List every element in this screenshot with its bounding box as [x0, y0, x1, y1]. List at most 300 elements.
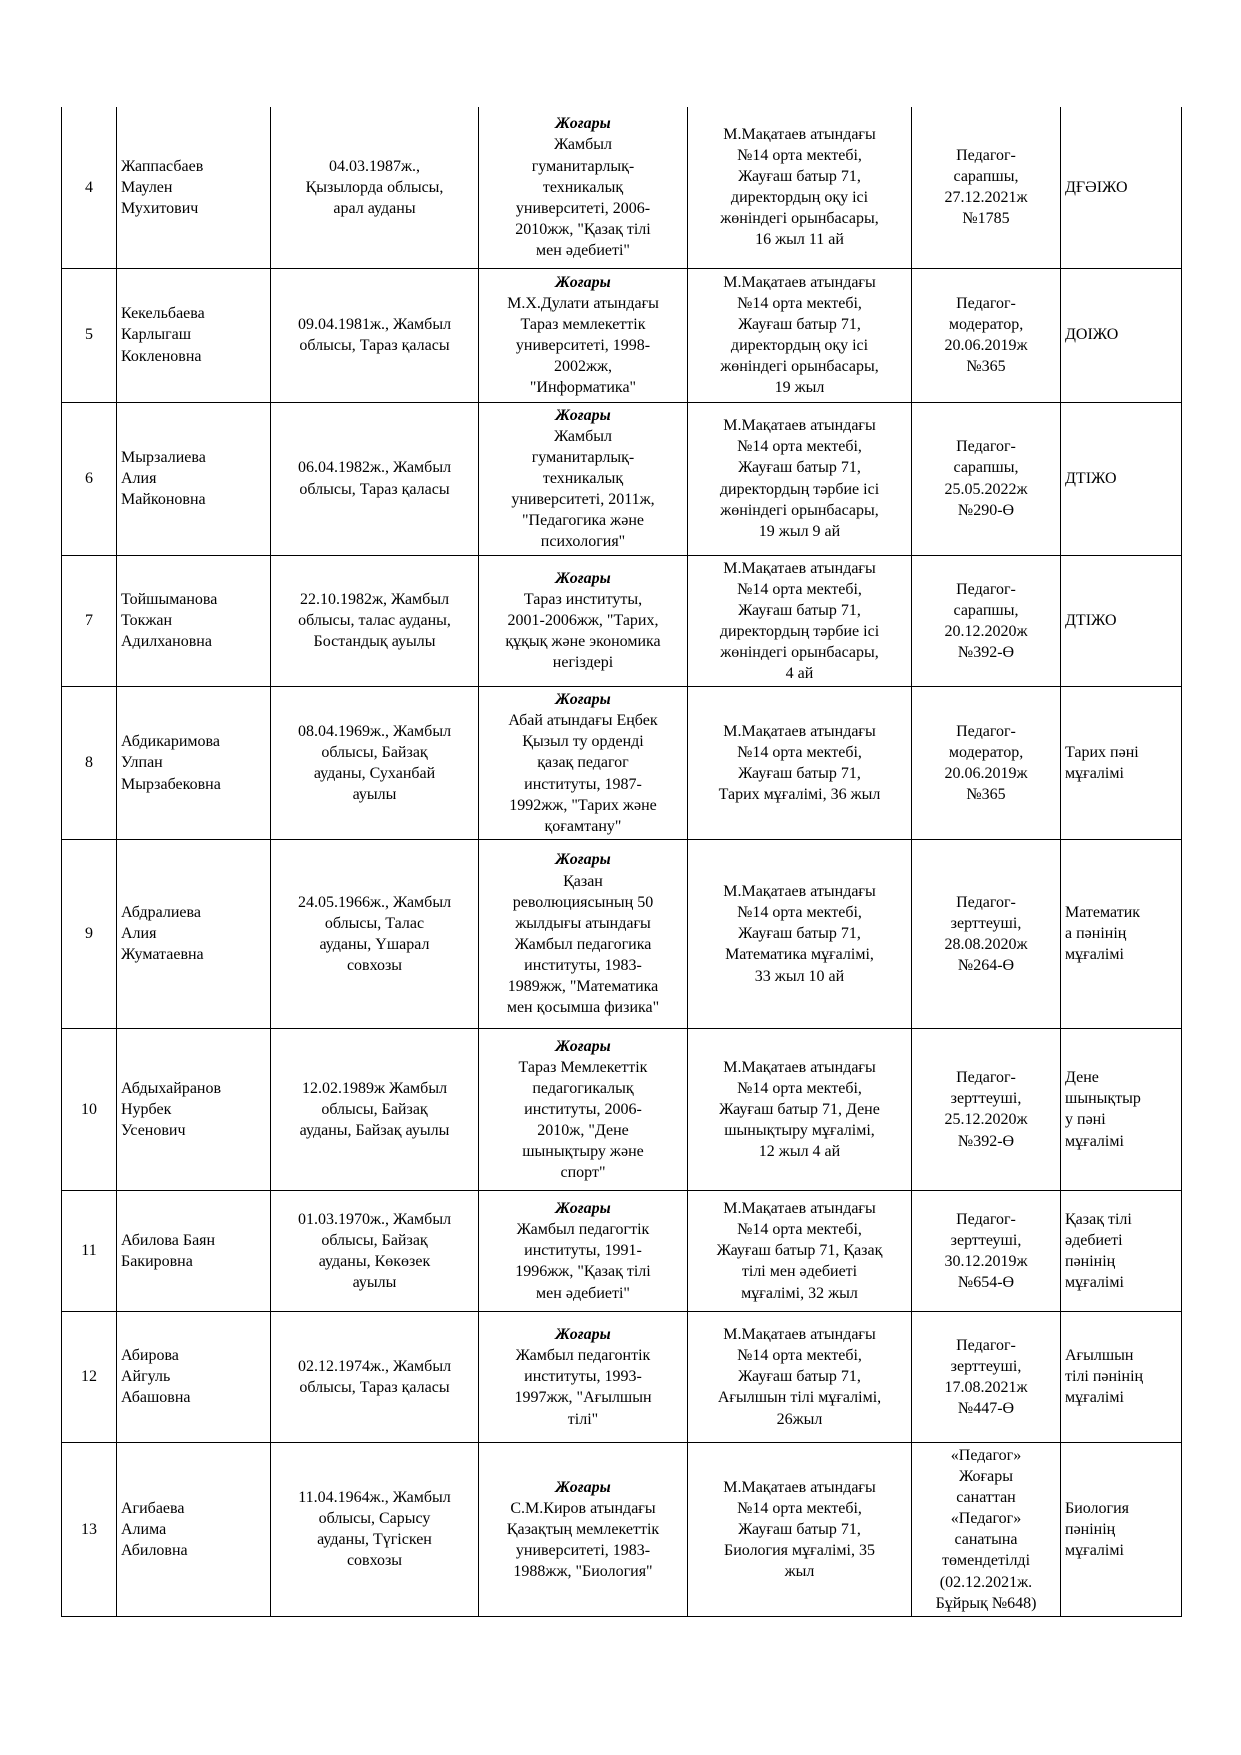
position-note-line: әдебиеті [1065, 1231, 1123, 1249]
education-line: мен қосымша физика" [506, 999, 660, 1017]
education-degree: Жоғары [555, 1037, 611, 1055]
workplace-line: 26жыл [776, 1410, 823, 1428]
position-note-line: ДҒӘІЖО [1065, 178, 1128, 196]
table-row [62, 1190, 1182, 1311]
birth-info [271, 107, 479, 268]
birth-info-line: 04.03.1987ж., [328, 157, 421, 175]
position-note-line: у пәні [1065, 1111, 1106, 1129]
table-row [62, 107, 1182, 268]
birth-info-line: ауданы, Түгіскен [317, 1531, 432, 1549]
birth-info-line: арал ауданы [333, 199, 416, 217]
education-line: тілі" [567, 1410, 599, 1428]
table-row [62, 1311, 1182, 1442]
birth-info [271, 1311, 479, 1442]
category-line: 20.12.2020ж [944, 622, 1028, 640]
full-name [117, 1442, 271, 1616]
category-line: «Педагог» [950, 1446, 1022, 1464]
education-line: 1997жж, "Ағылшын [514, 1389, 652, 1407]
education-line: Жамбыл педагонтік [515, 1347, 651, 1365]
category-line: Педагог- [956, 722, 1016, 740]
category-line: №392-Ө [957, 643, 1015, 661]
education-line: гуманитарлық- [531, 448, 635, 466]
birth-info-line: облысы, Байзақ [321, 1100, 428, 1118]
category-line: №264-Ө [957, 957, 1015, 975]
position-note-line: мұғалімі [1065, 1541, 1124, 1559]
education-line: институты, 2006- [524, 1100, 642, 1118]
education-line: мен әдебиеті" [536, 242, 630, 260]
full-name-line: Кекельбаева [121, 305, 205, 323]
birth-info-line: ауданы, Үшарал [319, 935, 430, 953]
category-line: 28.08.2020ж [944, 935, 1028, 953]
workplace-line: директордың оқу ісі [730, 189, 869, 207]
workplace-line: Биология мұғалімі, 35 [724, 1541, 875, 1559]
education-line: 1989жж, "Математика [507, 978, 659, 996]
birth-info-line: ауылы [352, 1274, 397, 1292]
full-name-line: Абирова [121, 1347, 179, 1365]
category [912, 1311, 1061, 1442]
category [912, 268, 1061, 402]
position-note [1061, 1190, 1182, 1311]
education-line: гуманитарлық- [531, 157, 635, 175]
birth-info-line: 24.05.1966ж., Жамбыл [297, 893, 452, 911]
category-line: №365 [966, 358, 1006, 376]
education [479, 555, 688, 687]
full-name-line: Мырзабековна [121, 775, 221, 793]
workplace [688, 687, 912, 840]
workplace-line: М.Мақатаев атындағы [723, 1200, 876, 1218]
birth-info-line: облысы, Байзақ [321, 743, 428, 761]
full-name [117, 839, 271, 1028]
education-line: техникалық [542, 469, 624, 487]
table-row [62, 555, 1182, 687]
row-number: 6 [62, 402, 117, 555]
full-name-line: Бакировна [121, 1252, 193, 1270]
education-degree: Жоғары [555, 851, 611, 869]
education-degree: Жоғары [555, 115, 611, 133]
position-note-line: ДОІЖО [1065, 326, 1119, 344]
position-note [1061, 107, 1182, 268]
category [912, 839, 1061, 1028]
workplace-line: №14 орта мектебі, [737, 1079, 862, 1097]
education-line: Жамбыл [553, 136, 613, 154]
category-line: Педагог- [956, 294, 1016, 312]
workplace-line: Тарих мұғалімі, 36 жыл [718, 786, 881, 804]
table-row [62, 839, 1182, 1028]
workplace-line: директордың тәрбие ісі [719, 622, 880, 640]
row-number: 13 [62, 1442, 117, 1616]
birth-info-line: ауылы [352, 786, 397, 804]
education-line: Қазан [563, 872, 603, 890]
full-name [117, 1190, 271, 1311]
birth-info-line: 22.10.1982ж, Жамбыл [299, 591, 450, 609]
category-line: №290-Ө [957, 501, 1015, 519]
workplace-line: М.Мақатаев атындағы [723, 1326, 876, 1344]
staff-table [61, 107, 1182, 1617]
category-line: зерттеуші, [950, 1357, 1022, 1375]
workplace-line: №14 орта мектебі, [737, 1347, 862, 1365]
category-line: санаттан [956, 1489, 1016, 1507]
row-number: 12 [62, 1311, 117, 1442]
table-body [62, 107, 1182, 1616]
education-degree: Жоғары [555, 406, 611, 424]
birth-info-line: Қызылорда облысы, [305, 178, 444, 196]
full-name [117, 555, 271, 687]
birth-info-line: 02.12.1974ж., Жамбыл [297, 1357, 452, 1375]
education-line: революциясының 50 [512, 893, 654, 911]
birth-info-line: облысы, Тараз қаласы [299, 1378, 450, 1396]
full-name [117, 687, 271, 840]
category-line: «Педагог» [950, 1510, 1022, 1528]
full-name-line: Абдикаримова [121, 733, 220, 751]
category-line: №447-Ө [957, 1400, 1015, 1418]
category-line: №1785 [962, 210, 1010, 228]
education [479, 1028, 688, 1190]
category-line: Жоғары [959, 1468, 1013, 1486]
category [912, 687, 1061, 840]
full-name [117, 402, 271, 555]
workplace [688, 1442, 912, 1616]
category-line: Педагог- [956, 893, 1016, 911]
education-line: спорт" [560, 1164, 606, 1182]
education-line: Тараз Мемлекеттік [518, 1058, 648, 1076]
full-name-line: Абдыхайранов [121, 1079, 222, 1097]
education-line: институты, 1983- [524, 957, 642, 975]
category-line: №654-Ө [957, 1274, 1015, 1292]
workplace-line: директордың тәрбие ісі [719, 480, 880, 498]
workplace-line: М.Мақатаев атындағы [723, 273, 876, 291]
workplace-line: мұғалімі, 32 жыл [741, 1284, 858, 1302]
workplace [688, 402, 912, 555]
table-row [62, 687, 1182, 840]
workplace-line: 12 жыл 4 ай [758, 1143, 841, 1161]
birth-info [271, 1442, 479, 1616]
education [479, 1190, 688, 1311]
education-line: Абай атындағы Еңбек [508, 712, 658, 730]
birth-info [271, 687, 479, 840]
full-name-line: Тойшыманова [121, 591, 218, 609]
workplace-line: №14 орта мектебі, [737, 147, 862, 165]
position-note [1061, 1311, 1182, 1442]
category-line: Педагог- [956, 1210, 1016, 1228]
education-line: Тараз мемлекеттік [520, 315, 646, 333]
education-line: 2010ж, "Дене [537, 1121, 629, 1139]
workplace-line: М.Мақатаев атындағы [723, 559, 876, 577]
education-line: институты, 1987- [524, 775, 642, 793]
education-line: негіздері [552, 654, 614, 672]
full-name [117, 107, 271, 268]
workplace-line: №14 орта мектебі, [737, 904, 862, 922]
full-name-line: Улпан [121, 754, 163, 772]
birth-info-line: облысы, Тараз қаласы [299, 480, 450, 498]
full-name-line: Абиловна [121, 1541, 188, 1559]
row-number: 4 [62, 107, 117, 268]
position-note [1061, 402, 1182, 555]
position-note-line: тілі пәнінің [1065, 1368, 1144, 1386]
birth-info-line: совхозы [346, 1552, 403, 1570]
full-name-line: Карлыгаш [121, 326, 192, 344]
birth-info-line: облысы, талас ауданы, [298, 612, 451, 630]
workplace [688, 555, 912, 687]
row-number: 9 [62, 839, 117, 1028]
birth-info [271, 839, 479, 1028]
workplace-line: М.Мақатаев атындағы [723, 883, 876, 901]
workplace-line: №14 орта мектебі, [737, 580, 862, 598]
education [479, 1442, 688, 1616]
education-line: Жамбыл педагогтік [516, 1221, 650, 1239]
birth-info-line: облысы, Талас [324, 914, 425, 932]
workplace [688, 1028, 912, 1190]
full-name-line: Алима [121, 1520, 167, 1538]
position-note-line: Биология [1065, 1499, 1130, 1517]
position-note-line: пәнінің [1065, 1252, 1116, 1270]
education-line: шынықтыру және [522, 1143, 644, 1161]
birth-info-line: облысы, Тараз қаласы [299, 337, 450, 354]
birth-info-line: Бостандық ауылы [313, 633, 436, 651]
birth-info-line: облысы, Байзақ [321, 1231, 428, 1249]
category-line: №365 [966, 786, 1006, 804]
workplace-line: М.Мақатаев атындағы [723, 1478, 876, 1496]
education [479, 268, 688, 402]
birth-info-line: ауданы, Суханбай [313, 765, 436, 783]
position-note-line: мұғалімі [1065, 1132, 1124, 1150]
education-line: университеті, 1998- [515, 337, 651, 354]
position-note-line: мұғалімі [1065, 765, 1124, 783]
category-line: 17.08.2021ж [944, 1378, 1028, 1396]
workplace-line: Жауғаш батыр 71, Қазақ [716, 1242, 883, 1260]
category [912, 402, 1061, 555]
category-line: сарапшы, [953, 601, 1019, 619]
row-number: 8 [62, 687, 117, 840]
category-line: зерттеуші, [950, 1090, 1022, 1108]
education-line: 1988жж, "Биология" [513, 1563, 653, 1581]
category-line: төмендетілді [941, 1552, 1031, 1570]
workplace-line: тілі мен әдебиеті [741, 1263, 858, 1281]
full-name-line: Жуматаевна [121, 946, 204, 964]
category-line: Педагог- [956, 1069, 1016, 1087]
birth-info-line: 11.04.1964ж., Жамбыл [298, 1489, 451, 1507]
workplace-line: Математика мұғалімі, [725, 946, 874, 964]
birth-info-line: 12.02.1989ж Жамбыл [301, 1079, 448, 1097]
position-note [1061, 1028, 1182, 1190]
workplace-line: Жауғаш батыр 71, [738, 925, 861, 943]
education-line: Қазақтың мемлекеттік [506, 1520, 660, 1538]
position-note [1061, 555, 1182, 687]
education-line: техникалық [542, 178, 624, 196]
workplace-line: 16 жыл 11 ай [755, 231, 844, 249]
full-name-line: Абдралиева [121, 904, 201, 922]
category-line: (02.12.2021ж. [939, 1573, 1033, 1591]
full-name-line: Мухитович [121, 199, 199, 217]
workplace-line: №14 орта мектебі, [737, 1221, 862, 1239]
education-line: жылдығы атындағы [515, 914, 651, 932]
education-line: Жамбыл [553, 427, 613, 445]
workplace-line: Жауғаш батыр 71, [738, 459, 861, 477]
birth-info-line: 01.03.1970ж., Жамбыл [297, 1210, 452, 1228]
position-note-line: Дене [1065, 1069, 1099, 1087]
position-note-line: мұғалімі [1065, 946, 1124, 964]
workplace-line: Жауғаш батыр 71, [738, 765, 861, 783]
category-line: 25.05.2022ж [944, 480, 1028, 498]
category-line: зерттеуші, [950, 914, 1022, 932]
full-name-line: Абашовна [121, 1389, 191, 1407]
category [912, 1028, 1061, 1190]
education-degree: Жоғары [555, 691, 611, 709]
education-line: 2010жж, "Қазақ тілі [515, 220, 651, 238]
workplace-line: Жауғаш батыр 71, [738, 1368, 861, 1386]
category-line: Педагог- [956, 438, 1016, 456]
category-line: санатына [954, 1531, 1018, 1549]
education-degree: Жоғары [555, 273, 611, 291]
education-degree: Жоғары [555, 570, 611, 588]
position-note [1061, 687, 1182, 840]
position-note-line: шынықтыр [1065, 1090, 1141, 1108]
education-line: университеті, 2006- [515, 199, 651, 217]
position-note [1061, 268, 1182, 402]
education [479, 402, 688, 555]
birth-info [271, 1028, 479, 1190]
education-line: Жамбыл педагогика [514, 935, 652, 953]
education-degree: Жоғары [555, 1200, 611, 1218]
category [912, 107, 1061, 268]
row-number: 11 [62, 1190, 117, 1311]
education-line: педагогикалық [532, 1079, 634, 1097]
category [912, 555, 1061, 687]
education [479, 1311, 688, 1442]
workplace [688, 107, 912, 268]
category-line: сарапшы, [953, 168, 1019, 186]
workplace-line: жөніндегі орынбасары, [720, 501, 879, 519]
birth-info [271, 1190, 479, 1311]
position-note-line: ДТІЖО [1065, 469, 1117, 487]
category-line: Педагог- [956, 147, 1016, 165]
birth-info-line: совхозы [346, 957, 403, 975]
full-name-line: Айгуль [121, 1368, 171, 1386]
education-line: институты, 1991- [524, 1242, 642, 1260]
full-name-line: Мырзалиева [121, 448, 206, 466]
workplace-line: М.Мақатаев атындағы [723, 1058, 876, 1076]
category-line: модератор, [948, 743, 1024, 761]
birth-info-line: 09.04.1981ж., Жамбыл [297, 315, 452, 333]
workplace-line: жөніндегі орынбасары, [720, 643, 879, 661]
workplace-line: №14 орта мектебі, [737, 294, 862, 312]
full-name-line: Адилхановна [121, 633, 212, 651]
table-row [62, 268, 1182, 402]
category-line: 30.12.2019ж [944, 1252, 1028, 1270]
workplace-line: 19 жыл [774, 379, 825, 397]
education-line: "Педагогика және [522, 512, 644, 530]
workplace-line: 19 жыл 9 ай [758, 522, 841, 540]
row-number: 7 [62, 555, 117, 687]
full-name-line: Маулен [121, 178, 173, 196]
full-name-line: Абилова Баян [121, 1231, 216, 1249]
position-note-line: мұғалімі [1065, 1274, 1124, 1292]
education-line: институты, 1993- [524, 1368, 642, 1386]
workplace-line: №14 орта мектебі, [737, 438, 862, 456]
full-name [117, 1028, 271, 1190]
education-line: қазақ педагог [537, 754, 629, 772]
education-line: "Информатика" [529, 379, 637, 397]
category-line: Педагог- [956, 580, 1016, 598]
education-line: қоғамтану" [544, 817, 622, 835]
full-name [117, 268, 271, 402]
position-note-line: Қазақ тілі [1065, 1210, 1132, 1228]
workplace [688, 1190, 912, 1311]
category-line: №392-Ө [957, 1132, 1015, 1150]
category-line: 27.12.2021ж [944, 189, 1028, 207]
full-name-line: Алия [121, 469, 157, 487]
table-row [62, 1028, 1182, 1190]
birth-info-line: ауданы, Көкөзек [318, 1252, 431, 1270]
workplace-line: М.Мақатаев атындағы [723, 722, 876, 740]
workplace-line: М.Мақатаев атындағы [723, 125, 876, 143]
education-line: 1996жж, "Қазақ тілі [515, 1263, 651, 1281]
category-line: модератор, [948, 315, 1024, 333]
education-line: психология" [540, 533, 626, 551]
education-line: 2001-2006жж, "Тарих, [507, 612, 659, 630]
birth-info [271, 402, 479, 555]
workplace-line: жөніндегі орынбасары, [720, 358, 879, 376]
position-note-line: Математик [1065, 904, 1141, 922]
position-note [1061, 839, 1182, 1028]
birth-info-line: 06.04.1982ж., Жамбыл [297, 459, 452, 477]
education-degree: Жоғары [555, 1478, 611, 1496]
birth-info-line: 08.04.1969ж., Жамбыл [297, 722, 452, 740]
education-line: С.М.Киров атындағы [510, 1499, 656, 1517]
full-name-line: Усенович [121, 1121, 186, 1139]
full-name-line: Агибаева [121, 1499, 185, 1517]
education-line: университеті, 1983- [515, 1541, 651, 1559]
education [479, 687, 688, 840]
category [912, 1190, 1061, 1311]
workplace-line: шынықтыру мұғалімі, [724, 1121, 875, 1139]
table-row [62, 1442, 1182, 1616]
category-line: сарапшы, [953, 459, 1019, 477]
education-line: құқық және экономика [505, 633, 661, 651]
education-degree: Жоғары [555, 1326, 611, 1344]
position-note [1061, 1442, 1182, 1616]
workplace-line: Жауғаш батыр 71, Дене [719, 1100, 880, 1118]
full-name-line: Токжан [121, 612, 173, 630]
education-line: мен әдебиеті" [536, 1284, 630, 1302]
education [479, 839, 688, 1028]
category-line: 20.06.2019ж [944, 337, 1028, 354]
row-number: 10 [62, 1028, 117, 1190]
education [479, 107, 688, 268]
category-line: зерттеуші, [950, 1231, 1022, 1249]
full-name-line: Жаппасбаев [121, 157, 204, 175]
position-note-line: а пәнінің [1065, 925, 1127, 943]
workplace-line: М.Мақатаев атындағы [723, 417, 876, 435]
workplace-line: 4 ай [785, 665, 814, 683]
position-note-line: мұғалімі [1065, 1389, 1124, 1407]
workplace-line: Жауғаш батыр 71, [738, 1520, 861, 1538]
workplace-line: Жауғаш батыр 71, [738, 601, 861, 619]
full-name-line: Нурбек [121, 1100, 172, 1118]
workplace-line: 33 жыл 10 ай [754, 967, 845, 985]
table-row [62, 402, 1182, 555]
category-line: Педагог- [956, 1336, 1016, 1354]
full-name-line: Майконовна [121, 491, 206, 509]
category-line: 25.12.2020ж [944, 1111, 1028, 1129]
full-name [117, 1311, 271, 1442]
full-name-line: Кокленовна [121, 347, 202, 365]
education-line: Тараз институты, [523, 591, 643, 609]
position-note-line: Ағылшын [1065, 1347, 1134, 1365]
category-line: Бұйрық №648) [935, 1594, 1037, 1612]
position-note-line: Тарих пәні [1065, 743, 1139, 761]
full-name-line: Алия [121, 925, 157, 943]
workplace-line: №14 орта мектебі, [737, 743, 862, 761]
